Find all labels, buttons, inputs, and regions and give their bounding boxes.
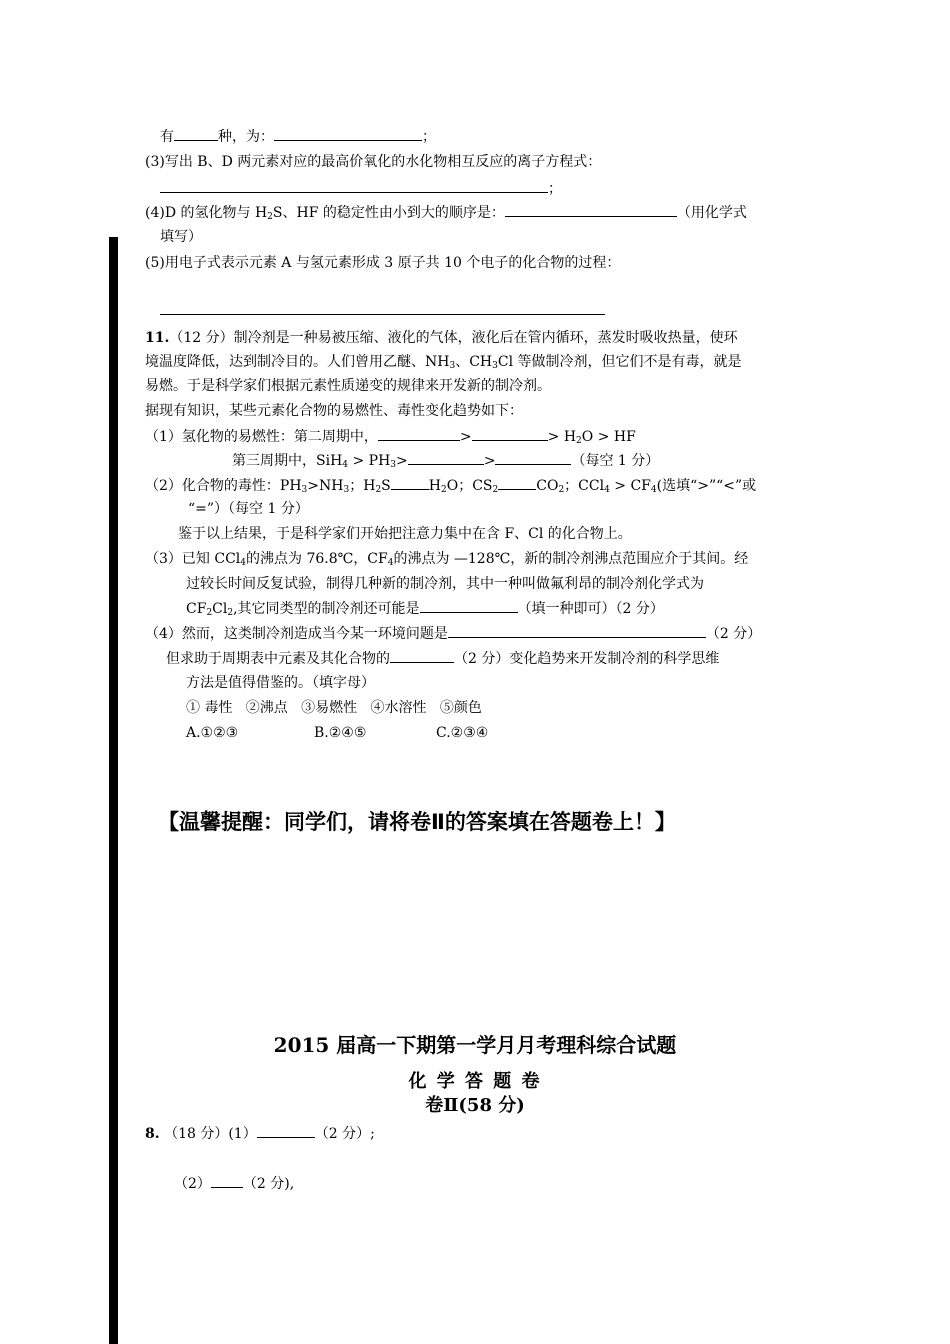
answer-blank[interactable]: [448, 623, 706, 638]
answer-blank[interactable]: [391, 475, 429, 490]
answer-blank[interactable]: [505, 202, 677, 217]
choice-c[interactable]: C.②③④: [436, 725, 489, 741]
text: ；: [422, 129, 436, 145]
answer-sheet-part: 卷Ⅱ(58 分): [425, 1095, 525, 1116]
answer-blank[interactable]: [390, 648, 454, 663]
text: 有: [160, 129, 174, 145]
answer-blank[interactable]: [257, 1123, 315, 1138]
answer-blank[interactable]: [378, 426, 460, 441]
q11-options: ① 毒性 ②沸点 ③易燃性 ④水溶性 ⑤颜色: [186, 700, 482, 716]
answer-q8-line1: 8. （18 分）(1） （2 分）;: [145, 1123, 375, 1144]
answer-blank[interactable]: [420, 598, 518, 613]
q10-part5-answer-line[interactable]: [160, 314, 605, 315]
text: ；: [548, 181, 562, 197]
answer-sheet-subtitle: 化 学 答 题 卷: [408, 1071, 542, 1092]
answer-sheet-title: 2015 届高一下期第一学月月考理科综合试题: [273, 1033, 677, 1057]
choice-b[interactable]: B.②④⑤: [314, 725, 367, 741]
q11-sub3-line1: （3）已知 CCl$_4$的沸点为 76.8℃，$CF_4$的沸点为 —128℃，新的制冷剂沸点范围应介于其间。经: [145, 551, 749, 568]
q11-sub1-line2: 第三周期中，$SiH_4 > PH_3>$ > （每空 1 分）: [232, 450, 659, 471]
answer-blank[interactable]: [498, 475, 536, 490]
q11-intro-3: 易燃。于是科学家们根据元素性质递变的规律来开发新的制冷剂。: [145, 378, 551, 394]
text: 种，为：: [218, 129, 274, 145]
q11-sub1-line1: （1）氢化物的易燃性：第二周期中， > > $H_2O$ > HF: [145, 426, 636, 447]
q11-intro-1: 11.（12 分）制冷剂是一种易被压缩、液化的气体，液化后在管内循环，蒸发时吸收热量，使环: [145, 330, 738, 346]
q10-part4: (4)D 的氢化物与 $H_2S$、HF 的稳定性由小到大的顺序是： （用化学式: [145, 202, 747, 223]
answer-blank[interactable]: [274, 126, 422, 141]
q11-intro-4: 据现有知识，某些元素化合物的易燃性、毒性变化趋势如下：: [145, 403, 523, 419]
q11-sub4-line1: （4）然而，这类制冷剂造成当今某一环境问题是 （2 分）: [145, 623, 761, 644]
q11-sub4-line3: 方法是值得借鉴的。（填字母）: [186, 675, 375, 691]
choice-a[interactable]: A.①②③: [186, 725, 239, 741]
q11-sub3-line3: $CF_2Cl_2$,其它同类型的制冷剂还可能是 （填一种即可）（2 分）: [186, 598, 664, 619]
q11-sub4-line2: 但求助于周期表中元素及其化合物的 （2 分）变化趋势来开发制冷剂的科学思维: [166, 648, 719, 669]
answer-q8-line2: （2） （2 分),: [174, 1173, 294, 1194]
q11-sub3-line2: 过较长时间反复试验，制得几种新的制冷剂，其中一种叫做氟利昂的制冷剂化学式为: [186, 576, 704, 592]
answer-blank[interactable]: [408, 450, 484, 465]
q10-part3-answer: [160, 178, 562, 199]
reminder-banner: 【温馨提醒：同学们，请将卷Ⅱ的答案填在答题卷上！】: [158, 810, 676, 834]
answer-blank[interactable]: [211, 1173, 243, 1188]
answer-blank[interactable]: [160, 178, 548, 193]
q11-intro-2: 境温度降低，达到制冷目的。人们曾用乙醚、$NH_3$、$CH_3Cl$ 等做制冷剂，但它们不是有毒，就是: [145, 354, 742, 371]
q11-sub2-line2: “=”）（每空 1 分）: [188, 501, 309, 517]
answer-blank[interactable]: [472, 426, 548, 441]
q10-part3: (3)写出 B、D 两元素对应的最高价氧化的水化物相互反应的离子方程式：: [145, 154, 602, 170]
q10-part4-cont: 填写）: [160, 229, 202, 245]
q11-sub2-line1: （2）化合物的毒性：$PH_3>NH_3$；$H_2S$ $H_2O$；$CS_2$ $CO_2$；$CCl_4 > CF_4$(选填“>”“<”或: [145, 475, 756, 496]
q11-sub2-line3: 鉴于以上结果，于是科学家们开始把注意力集中在含 F、Cl 的化合物上。: [178, 526, 632, 542]
answer-blank[interactable]: [174, 126, 218, 141]
answer-blank[interactable]: [495, 450, 571, 465]
q10-part5: (5)用电子式表示元素 A 与氢元素形成 3 原子共 10 个电子的化合物的过程：: [145, 255, 621, 271]
q10-line1: [160, 126, 436, 147]
binding-margin-bar: [109, 237, 118, 1344]
